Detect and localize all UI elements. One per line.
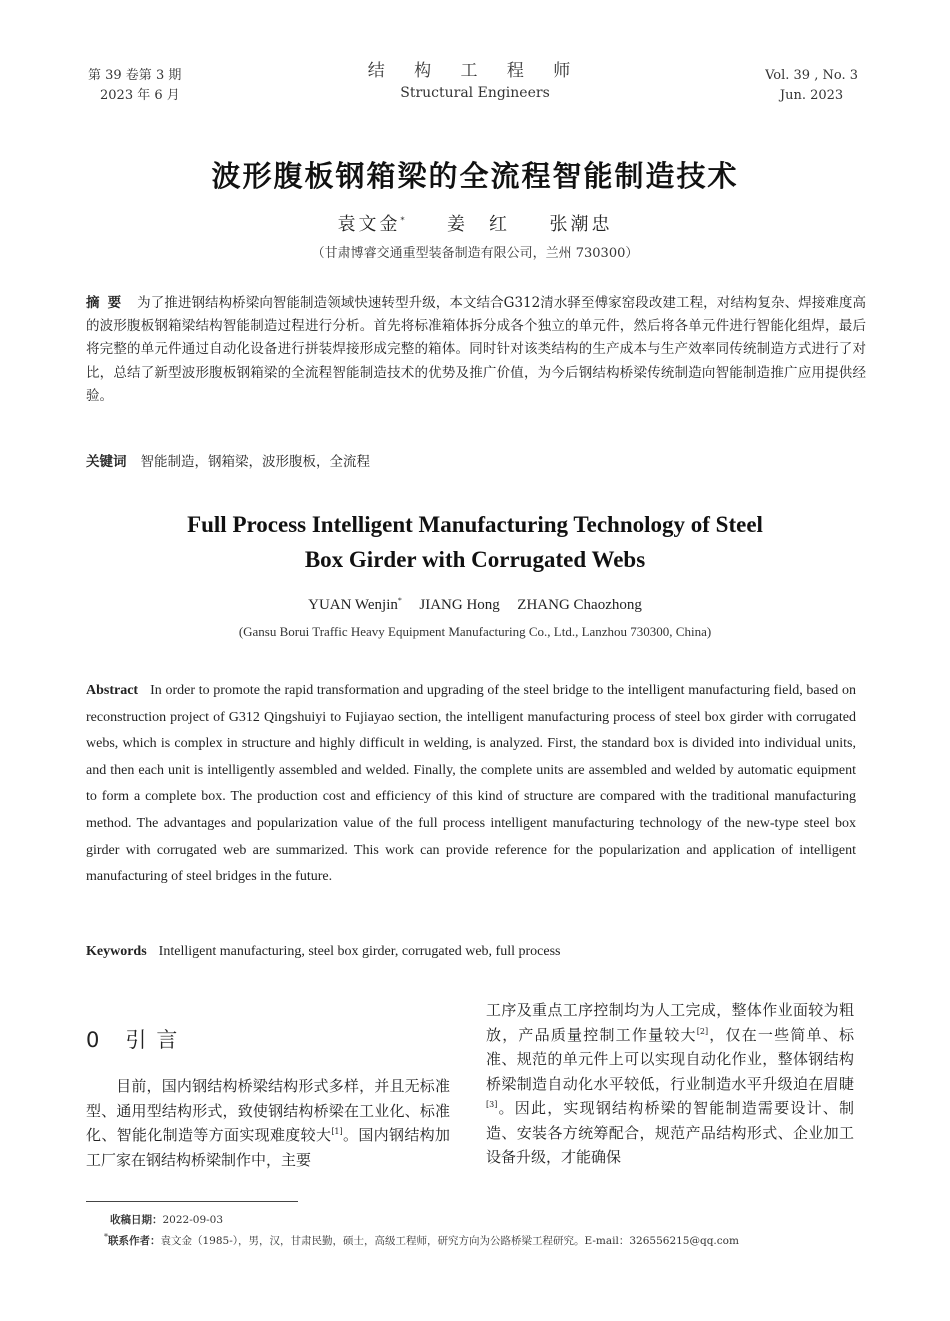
citation-1[interactable]: [1] bbox=[331, 1127, 343, 1136]
author-3: 张潮忠 bbox=[549, 214, 613, 235]
corresponding-mark: * bbox=[400, 216, 408, 225]
body-right-part-2: ，仅在一些简单、标准、规范的单元件上可以实现自动化作业，整体钢结构桥梁制造自动化水平较低，行业制造水平升级迫在眉睫 bbox=[486, 1025, 854, 1093]
author-3-en: ZHANG Chaozhong bbox=[517, 597, 642, 613]
volume-issue: 第 39 卷第 3 期 bbox=[88, 68, 182, 83]
body-right-part-1: 工序及重点工序控制均为人工完成，整体作业面较为粗放，产品质量控制工作量较大 bbox=[486, 1001, 854, 1044]
author-2-en: JIANG Hong bbox=[419, 597, 500, 613]
keywords-text-cn: 智能制造，钢箱梁，波形腹板，全流程 bbox=[140, 454, 370, 470]
paper-title-cn: 波形腹板钢箱梁的全流程智能制造技术 bbox=[211, 159, 739, 193]
keywords-label-en: Keywords bbox=[86, 944, 147, 959]
contact-mark: * bbox=[104, 1232, 108, 1242]
paper-title-en bbox=[0, 507, 950, 577]
journal-name-cn: 结 构 工 程 师 bbox=[367, 61, 583, 81]
contact-label: 联系作者： bbox=[108, 1235, 161, 1247]
body-left-part-2: 。国内钢结构加工厂家在钢结构桥梁制作中，主要 bbox=[86, 1126, 450, 1169]
keywords-text-en: Intelligent manufacturing, steel box girder, corrugated web, full process bbox=[158, 944, 561, 959]
body-column-right bbox=[486, 998, 854, 1170]
contact-text: 袁文金（1985-），男，汉，甘肃民勤，硕士，高级工程师，研究方向为公路桥梁工程研究。E-mail：326556215@qq.com bbox=[160, 1235, 739, 1247]
issue-info-en bbox=[765, 66, 858, 106]
volume-issue-en: Vol. 39 , No. 3 bbox=[765, 68, 858, 83]
author-1-en: YUAN Wenjin bbox=[308, 597, 398, 613]
affiliation-en: (Gansu Borui Traffic Heavy Equipment Manufacturing Co., Ltd., Lanzhou 730300, China) bbox=[238, 624, 712, 639]
section-heading-introduction bbox=[86, 1024, 187, 1054]
publication-date-en: Jun. 2023 bbox=[779, 88, 844, 103]
abstract-text-en: In order to promote the rapid transformation and upgrading of the steel bridge to the intelligent manufacturing field, based on reconstruction project of G312 Qingshuiyi to Fujiayao section, the intelligent manufacturing process of steel box girder with corrugated webs, which is complex in structure and highly difficult in welding, is analyzed. First, the standard box is divided into individual units, and then each unit is intelligently assembled and welded. Finally, the complete units are assembled and welded by automatic equipment to form a complete box. The production cost and efficiency of this kind of structure are compared with the traditional manufacturing method. The advantages and popularization value of the full process intelligent manufacturing technology of the new-type steel box girder with corrugated web are summarized. This work can provide reference for the popularization and application of intelligent manufacturing of steel bridges in the future. bbox=[86, 683, 856, 885]
authors-cn bbox=[0, 210, 950, 236]
contact-author bbox=[104, 1231, 870, 1252]
section-number: 0 bbox=[86, 1028, 110, 1052]
section-title: 引言 bbox=[125, 1028, 188, 1052]
citation-2[interactable]: [2] bbox=[696, 1026, 709, 1036]
abstract-text-cn: 为了推进钢结构桥梁向智能制造领域快速转型升级，本文结合G312清水驿至傅家窑段改建工程，对结构复杂、焊接难度高的波形腹板钢箱梁结构智能制造过程进行分析。首先将标准箱体拆分成各个独立的单元件，然后将各单元件进行智能化组焊，最后将完整的单元件通过自动化设备进行拼装焊接形成完整的箱体。同时针对该类结构的生产成本与生产效率同传统制造方式进行了对比，总结了新型波形腹板钢箱梁的全流程智能制造技术的优势及推广价值，为今后钢结构桥梁传统制造向智能制造推广应用提供经验。 bbox=[86, 295, 866, 404]
affiliation-cn: （甘肃博睿交通重型装备制造有限公司，兰州 730300） bbox=[311, 246, 639, 261]
keywords-en bbox=[86, 944, 856, 960]
title-en-line-2: Box Girder with Corrugated Webs bbox=[304, 547, 646, 572]
footnotes bbox=[104, 1210, 870, 1252]
abstract-label-cn: 摘要 bbox=[86, 295, 130, 311]
citation-3[interactable]: [3] bbox=[486, 1100, 498, 1109]
title-en-line-1: Full Process Intelligent Manufacturing Technology of Steel bbox=[187, 512, 763, 537]
footnote-divider bbox=[86, 1201, 298, 1202]
abstract-en bbox=[86, 678, 856, 891]
received-value: 2022-09-03 bbox=[162, 1214, 224, 1226]
corresponding-mark-en: * bbox=[397, 596, 402, 605]
publication-date: 2023 年 6 月 bbox=[100, 88, 180, 103]
keywords-label-cn: 关键词 bbox=[86, 454, 127, 470]
received-label: 收稿日期： bbox=[110, 1214, 163, 1226]
received-date bbox=[110, 1210, 870, 1231]
keywords-cn bbox=[86, 450, 866, 470]
journal-name-en: Structural Engineers bbox=[400, 85, 550, 101]
author-2: 姜 红 bbox=[447, 214, 510, 235]
body-column-left bbox=[86, 1074, 450, 1172]
authors-en bbox=[0, 597, 950, 614]
body-left-part-1: 目前，国内钢结构桥梁结构形式多样，并且无标准型、通用型结构形式，致使钢结构桥梁在工业化、标准化、智能化制造等方面实现难度较大 bbox=[86, 1077, 450, 1144]
author-1: 袁文金 bbox=[337, 214, 401, 235]
abstract-cn bbox=[86, 292, 866, 408]
abstract-label-en: Abstract bbox=[86, 683, 139, 698]
body-right-part-3: 。因此，实现钢结构桥梁的智能制造需要设计、制造、安装各方统筹配合，规范产品结构形式、企业加工设备升级，才能确保 bbox=[486, 1099, 854, 1166]
